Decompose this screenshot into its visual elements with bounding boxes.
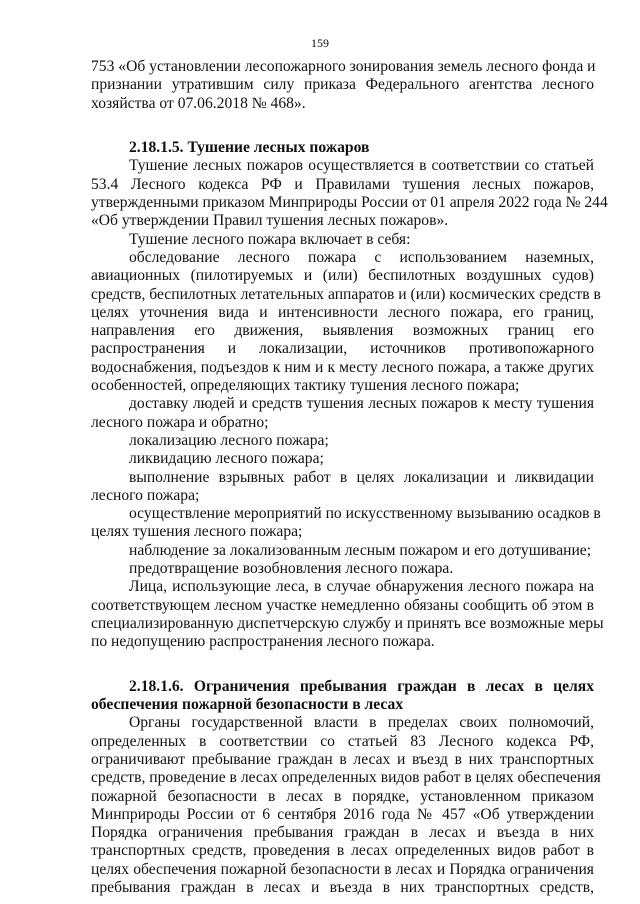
text-line: пребывания граждан в лесах и въезда в них транспортных средств, [91, 879, 594, 897]
text-line: признании утратившим силу приказа Федерального агентства лесного [91, 76, 594, 94]
text-line: доставку людей и средств тушения лесных пожаров к месту тушения [129, 395, 594, 413]
text-line: Лица, использующие леса, в случае обнаружения лесного пожара на [129, 578, 594, 596]
text-line: обследование лесного пожара с использованием наземных, [129, 248, 594, 266]
text-line: средств, проведение в лесах определенных видов работ в целях обеспечения [91, 769, 601, 787]
text-line: 2.18.1.6. Ограничения пребывания граждан в лесах в целях [129, 677, 594, 695]
list-item-localization: локализацию лесного пожара; [129, 431, 329, 449]
paragraph-fire-extinguishing [91, 157, 608, 230]
text-line: Минприроды России от 6 сентября 2016 года № 457 «Об утверждении [91, 805, 594, 823]
text-line: Порядка ограничения пребывания граждан в лесах и въезда в них [91, 824, 594, 842]
list-item-prevention: предотвращение возобновления лесного пожара. [129, 560, 454, 578]
text-line: выполнение взрывных работ в целях локализации и ликвидации [129, 468, 594, 486]
text-line: средств, беспилотных летательных аппаратов и (или) космических средств в [91, 285, 601, 303]
text-line: 53.4 Лесного кодекса РФ и Правилами тушения лесных пожаров, [91, 175, 594, 193]
text-line: пожарной безопасности в лесах в порядке, установленном приказом [91, 787, 594, 805]
section-heading-restrictions [91, 678, 594, 715]
section-heading-fire-extinguishing: 2.18.1.5. Тушение лесных пожаров [129, 139, 370, 157]
text-line: транспортных средств, проведения в лесах определенных видов работ в [91, 842, 594, 860]
text-line: целях тушения лесного пожара; [91, 523, 303, 541]
list-item-survey [91, 248, 601, 395]
paragraph-order-753 [91, 58, 594, 113]
text-line: по недопущению распространения лесного пожара. [91, 633, 435, 651]
list-intro: Тушение лесного пожара включает в себя: [129, 230, 411, 248]
text-line: осуществление мероприятий по искусственному вызыванию осадков в [129, 505, 601, 523]
text-line: водоснабжения, подъездов к ним и к месту лесного пожара, а также других [91, 358, 594, 376]
text-line: лесного пожара; [91, 486, 200, 504]
list-item-delivery [91, 395, 594, 432]
text-line: утвержденными приказом Минприроды России от 01 апреля 2022 года № 244 [91, 194, 608, 212]
text-line: лесного пожара и обратно; [91, 413, 269, 431]
text-line: распространения и локализации, источников противопожарного [91, 340, 594, 358]
text-line: направления его движения, выявления возможных границ его [91, 322, 594, 340]
text-line: соответствующем лесном участке немедленно обязаны сообщить об этом в [91, 596, 594, 614]
list-item-precipitation [91, 505, 601, 542]
list-item-blasting [91, 469, 594, 506]
text-line: «Об утверждении Правил тушения лесных пожаров». [91, 212, 449, 230]
document-body [91, 58, 608, 897]
text-line: целях обеспечения пожарной безопасности в лесах и Порядка ограничения [91, 860, 594, 878]
text-line: определенных в соответствии со статьей 83 Лесного кодекса РФ, [91, 732, 594, 750]
text-line: специализированную диспетчерскую службу и принять все возможные меры [91, 614, 604, 632]
text-line: авиационных (пилотируемых и (или) беспилотных воздушных судов) [91, 267, 594, 285]
text-line: 753 «Об установлении лесопожарного зонирования земель лесного фонда и [91, 58, 596, 75]
text-line: хозяйства от 07.06.2018 № 468». [91, 94, 306, 112]
list-item-observation: наблюдение за локализованным лесным пожаром и его дотушивание; [129, 541, 592, 559]
list-item-liquidation: ликвидацию лесного пожара; [129, 450, 324, 468]
text-line: особенностей, определяющих тактику тушения лесного пожара; [91, 377, 520, 395]
text-line: обеспечения пожарной безопасности в лесах [91, 696, 404, 714]
text-line: Органы государственной власти в пределах своих полномочий, [129, 714, 594, 732]
paragraph-forest-users [91, 578, 604, 651]
paragraph-restrictions [91, 714, 601, 897]
text-line: ограничивают пребывание граждан в лесах и въезд в них транспортных [91, 750, 594, 768]
page-number: 159 [311, 36, 329, 50]
text-line: целях уточнения вида и интенсивности лесного пожара, его границ, [91, 303, 594, 321]
text-line: Тушение лесных пожаров осуществляется в соответствии со статьей [129, 157, 594, 175]
